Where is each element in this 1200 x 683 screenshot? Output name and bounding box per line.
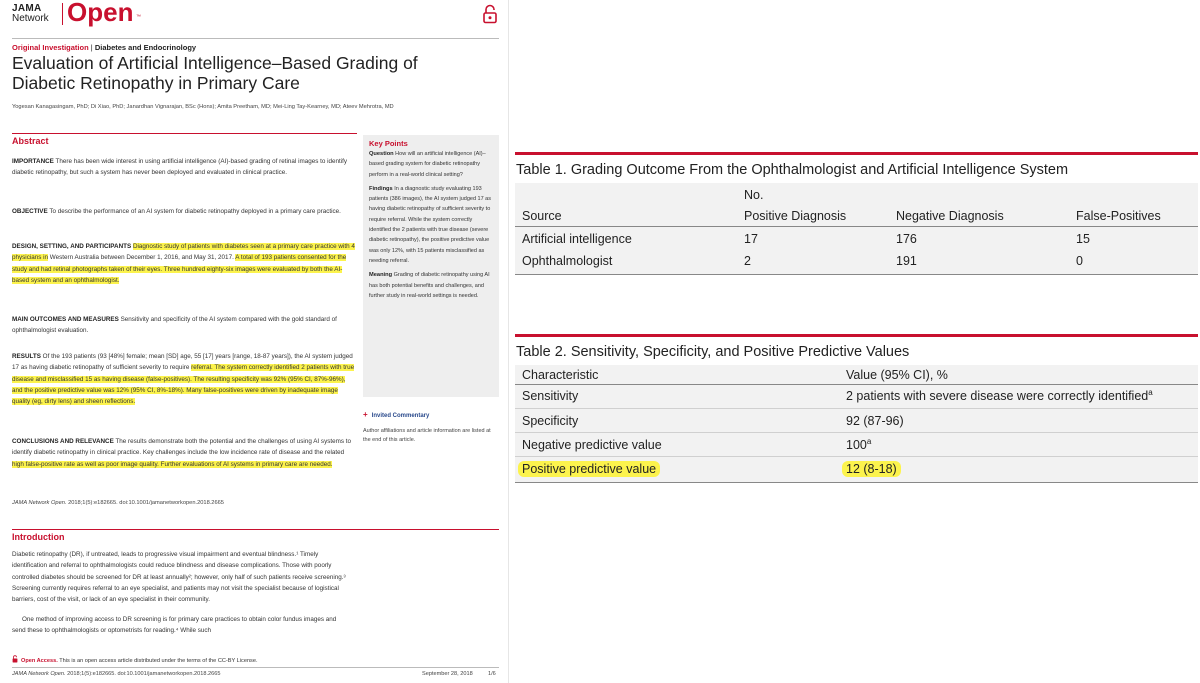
abstract-importance	[12, 156, 357, 179]
footer-rule	[12, 667, 499, 668]
table-top-rule	[515, 152, 1198, 155]
abstract-outcomes-text: Sensitivity and specificity of the AI system compared with the gold standard of ophthalmologist evaluation.	[12, 316, 337, 335]
table-header-row	[515, 183, 1198, 205]
footer-page-number: 1/6	[488, 671, 496, 677]
table-cell: Artificial intelligence	[522, 232, 632, 246]
footer-journal: JAMA Network Open.	[12, 671, 66, 677]
key-points-question	[369, 149, 493, 180]
abstract-conclusions	[12, 436, 357, 470]
table-cell: Specificity	[522, 414, 579, 428]
key-points-meaning-text: Grading of diabetic retinopathy using AI has both potential benefits and challenges, and further study in real-world settings is needed.	[369, 272, 490, 299]
table-header-row	[515, 365, 1198, 385]
table-cell: 2	[744, 254, 751, 268]
table-row-highlighted	[515, 457, 1198, 482]
table-bottom-rule	[515, 274, 1198, 275]
table-cell: 15	[1076, 232, 1090, 246]
citation-journal: JAMA Network Open.	[12, 500, 67, 506]
column-header-source: Source	[522, 209, 562, 223]
table-1	[515, 152, 1198, 275]
open-access-text: This is an open access article distributed under the terms of the CC-BY License.	[57, 658, 258, 664]
footnote-marker: a	[866, 437, 872, 446]
table-cell: 191	[896, 254, 917, 268]
highlighted-text: referral. The system correctly identified 2 patients with true disease and misclassified 15 as having disease (false-positives). The resulting specificity was 92% (95% CI, 87%-96%), and the positive predictive value was 12% (95% CI, 8%-18%). Many false-positives were driven by inadequate image quality (eg, dirty lens) and sheen reflections.	[12, 364, 355, 406]
author-affiliations-note: Author affiliations and article information are listed at the end of this article.	[363, 428, 491, 443]
citation-doi[interactable]: 2018;1(5):e182665. doi:10.1001/jamanetworkopen.2018.2665	[66, 500, 224, 506]
logo-jama-text: JAMA	[12, 3, 42, 14]
journal-page	[0, 0, 508, 683]
table-cell	[522, 461, 660, 477]
key-points-meaning	[369, 270, 493, 301]
key-points-findings-label: Findings	[369, 185, 393, 192]
open-access-lock-icon	[12, 655, 18, 663]
open-access-lock-icon	[482, 4, 498, 24]
table-row	[515, 250, 1198, 274]
invited-commentary-link[interactable]	[363, 410, 429, 419]
abstract-results-text: Of the 193 patients (93 [48%] female; mean [SD] age, 55 [17] years [range, 18-87 years]), the AI system judged 17 as having diabetic retinopathy of sufficient severity to require	[12, 353, 353, 372]
table-cell: Ophthalmologist	[522, 254, 613, 268]
table-cell-value: 100	[846, 438, 867, 452]
highlighted-text: high false-positive rate as well as poor image quality. Further evaluations of AI systems in primary care are needed.	[12, 460, 333, 468]
key-points-question-text: How will an artificial intelligence (AI)–based grading system for diabetic retinopathy perform in a real-world clinical setting?	[369, 151, 486, 178]
footer-citation	[12, 671, 220, 677]
panel-divider	[508, 0, 509, 683]
abstract-objective	[12, 206, 357, 217]
highlighted-text: Positive predictive value	[518, 461, 660, 477]
column-header-value: Value (95% CI), %	[846, 368, 948, 382]
logo-trademark: ™	[136, 14, 141, 20]
key-points-findings	[369, 184, 493, 266]
footer-doi: 2018;1(5):e182665. doi:10.1001/jamanetworkopen.2018.2665	[65, 671, 221, 677]
abstract-outcomes	[12, 314, 357, 337]
header-rule	[12, 38, 499, 39]
table-bottom-rule	[515, 482, 1198, 483]
table-header-row	[515, 205, 1198, 227]
table-cell	[846, 388, 1153, 404]
abstract-results-label: RESULTS	[12, 353, 41, 360]
table-cell: 0	[1076, 254, 1083, 268]
logo-divider	[62, 3, 63, 25]
table-row	[515, 385, 1198, 409]
introduction-paragraph: Diabetic retinopathy (DR), if untreated, leads to progressive visual impairment and eventual blindness.¹ Timely identification and referral to ophthalmologists could reduce blindness and disease complications. Those with poorly controlled diabetes should be screened for DR at least annually²; however, only half of such patients receive screening.³ Screening currently requires referral to an eye specialist, and patients may not visit the specialist because of logistical barriers, cost of the visit, or lack of an eye specialist in their community.	[12, 551, 346, 604]
table-top-rule	[515, 334, 1198, 337]
table-2-body	[515, 365, 1198, 482]
table-cell: 92 (87-96)	[846, 414, 904, 428]
abstract-design-text: Western Australia between December 1, 2016, and May 31, 2017.	[48, 254, 236, 262]
table-cell: Negative predictive value	[522, 438, 662, 452]
key-points-question-label: Question	[369, 151, 394, 157]
abstract-design	[12, 241, 357, 286]
highlighted-text: A total of 193 patients consented for the study and had retinal photographs taken of their eyes. Three hundred eighty-six images were evaluated by both the AI-based system and an ophthalmologist.	[12, 254, 347, 284]
article-type: Original Investigation	[12, 43, 89, 52]
highlighted-text: 12 (8-18)	[842, 461, 901, 477]
column-header-false-positives: False-Positives	[1076, 209, 1161, 223]
article-title: Evaluation of Artificial Intelligence–Based Grading of Diabetic Retinopathy in Primary Care	[12, 53, 418, 93]
introduction-paragraph: One method of improving access to DR screening is for primary care practices to obtain color fundus images and send these to ophthalmologists or optometrists for reading.⁴ While such	[12, 616, 337, 635]
abstract-importance-text: There has been wide interest in using artificial intelligence (AI)-based grading of retinal images to identify diabetic retinopathy, but such a system has never been deployed and evaluated in clinical practice.	[12, 158, 348, 177]
footer-date: September 28, 2018	[422, 671, 473, 677]
abstract-heading: Abstract	[12, 133, 357, 146]
group-header-no: No.	[744, 188, 764, 202]
abstract-results	[12, 351, 357, 407]
abstract-conclusions-text: The results demonstrate both the potential and the challenges of using AI systems to identify diabetic retinopathy in clinical practice. Key challenges include the low incidence rate of disease and the related	[12, 438, 352, 457]
key-points-meaning-label: Meaning	[369, 272, 393, 279]
logo-open-text: Open	[67, 0, 134, 27]
table-cell	[846, 461, 901, 477]
highlighted-text: Diagnostic study of patients with diabetes seen at a primary care practice with 4 physicians in	[12, 243, 355, 262]
table-row	[515, 409, 1198, 433]
author-list: Yogesan Kanagasingam, PhD; Di Xiao, PhD; Janardhan Vignarajan, BSc (Hons); Amita Preetham, MD; Mei-Ling Tay-Kearney, MD; Ateev Mehrotra, MD	[12, 104, 394, 110]
section-separator: |	[88, 43, 95, 52]
table-cell: Sensitivity	[522, 389, 579, 403]
abstract-objective-label: OBJECTIVE	[12, 208, 48, 215]
key-points-title: Key Points	[369, 139, 408, 148]
column-header-positive: Positive Diagnosis	[744, 209, 847, 223]
plus-icon: +	[363, 410, 368, 419]
column-header-characteristic: Characteristic	[522, 368, 599, 382]
key-points-findings-text: In a diagnostic study evaluating 193 patients (386 images), the AI system judged 17 as having diabetic retinopathy of sufficient severity to require referral. While the system correctly identified the 2 patients with true disease (severe diabetic retinopathy), the positive predictive value was only 12%, with 15 patients misclassified as needing referral.	[369, 185, 491, 264]
table-2	[515, 334, 1198, 483]
article-topic: Diabetes and Endocrinology	[94, 43, 197, 52]
table-cell: 17	[744, 232, 758, 246]
abstract-importance-label: IMPORTANCE	[12, 158, 54, 165]
article-section-line	[12, 43, 196, 53]
abstract-outcomes-label: MAIN OUTCOMES AND MEASURES	[12, 316, 119, 323]
introduction-heading: Introduction	[12, 529, 499, 542]
key-points-box	[363, 135, 499, 397]
footnote-marker: a	[1148, 388, 1153, 397]
table-1-title: Table 1. Grading Outcome From the Ophthalmologist and Artificial Intelligence System	[516, 162, 1069, 178]
table-1-body	[515, 183, 1198, 274]
jama-network-open-logo	[12, 2, 142, 28]
abstract-conclusions-label: CONCLUSIONS AND RELEVANCE	[12, 438, 114, 445]
table-cell	[846, 437, 871, 453]
abstract-design-label: DESIGN, SETTING, AND PARTICIPANTS	[12, 243, 132, 250]
abstract-objective-text: To describe the performance of an AI system for diabetic retinopathy deployed in a primary care practice.	[47, 208, 341, 215]
open-access-notice	[12, 655, 258, 664]
table-cell-value: 2 patients with severe disease were correctly identified	[846, 389, 1149, 403]
open-access-label: Open Access.	[21, 658, 58, 664]
invited-commentary-label: Invited Commentary	[371, 413, 430, 419]
column-header-negative: Negative Diagnosis	[896, 209, 1004, 223]
logo-network-text: Network	[12, 13, 49, 24]
table-row	[515, 227, 1198, 250]
table-cell: 176	[896, 232, 917, 246]
abstract-citation	[12, 500, 224, 506]
table-2-title: Table 2. Sensitivity, Specificity, and Positive Predictive Values	[516, 344, 910, 360]
table-row	[515, 433, 1198, 457]
